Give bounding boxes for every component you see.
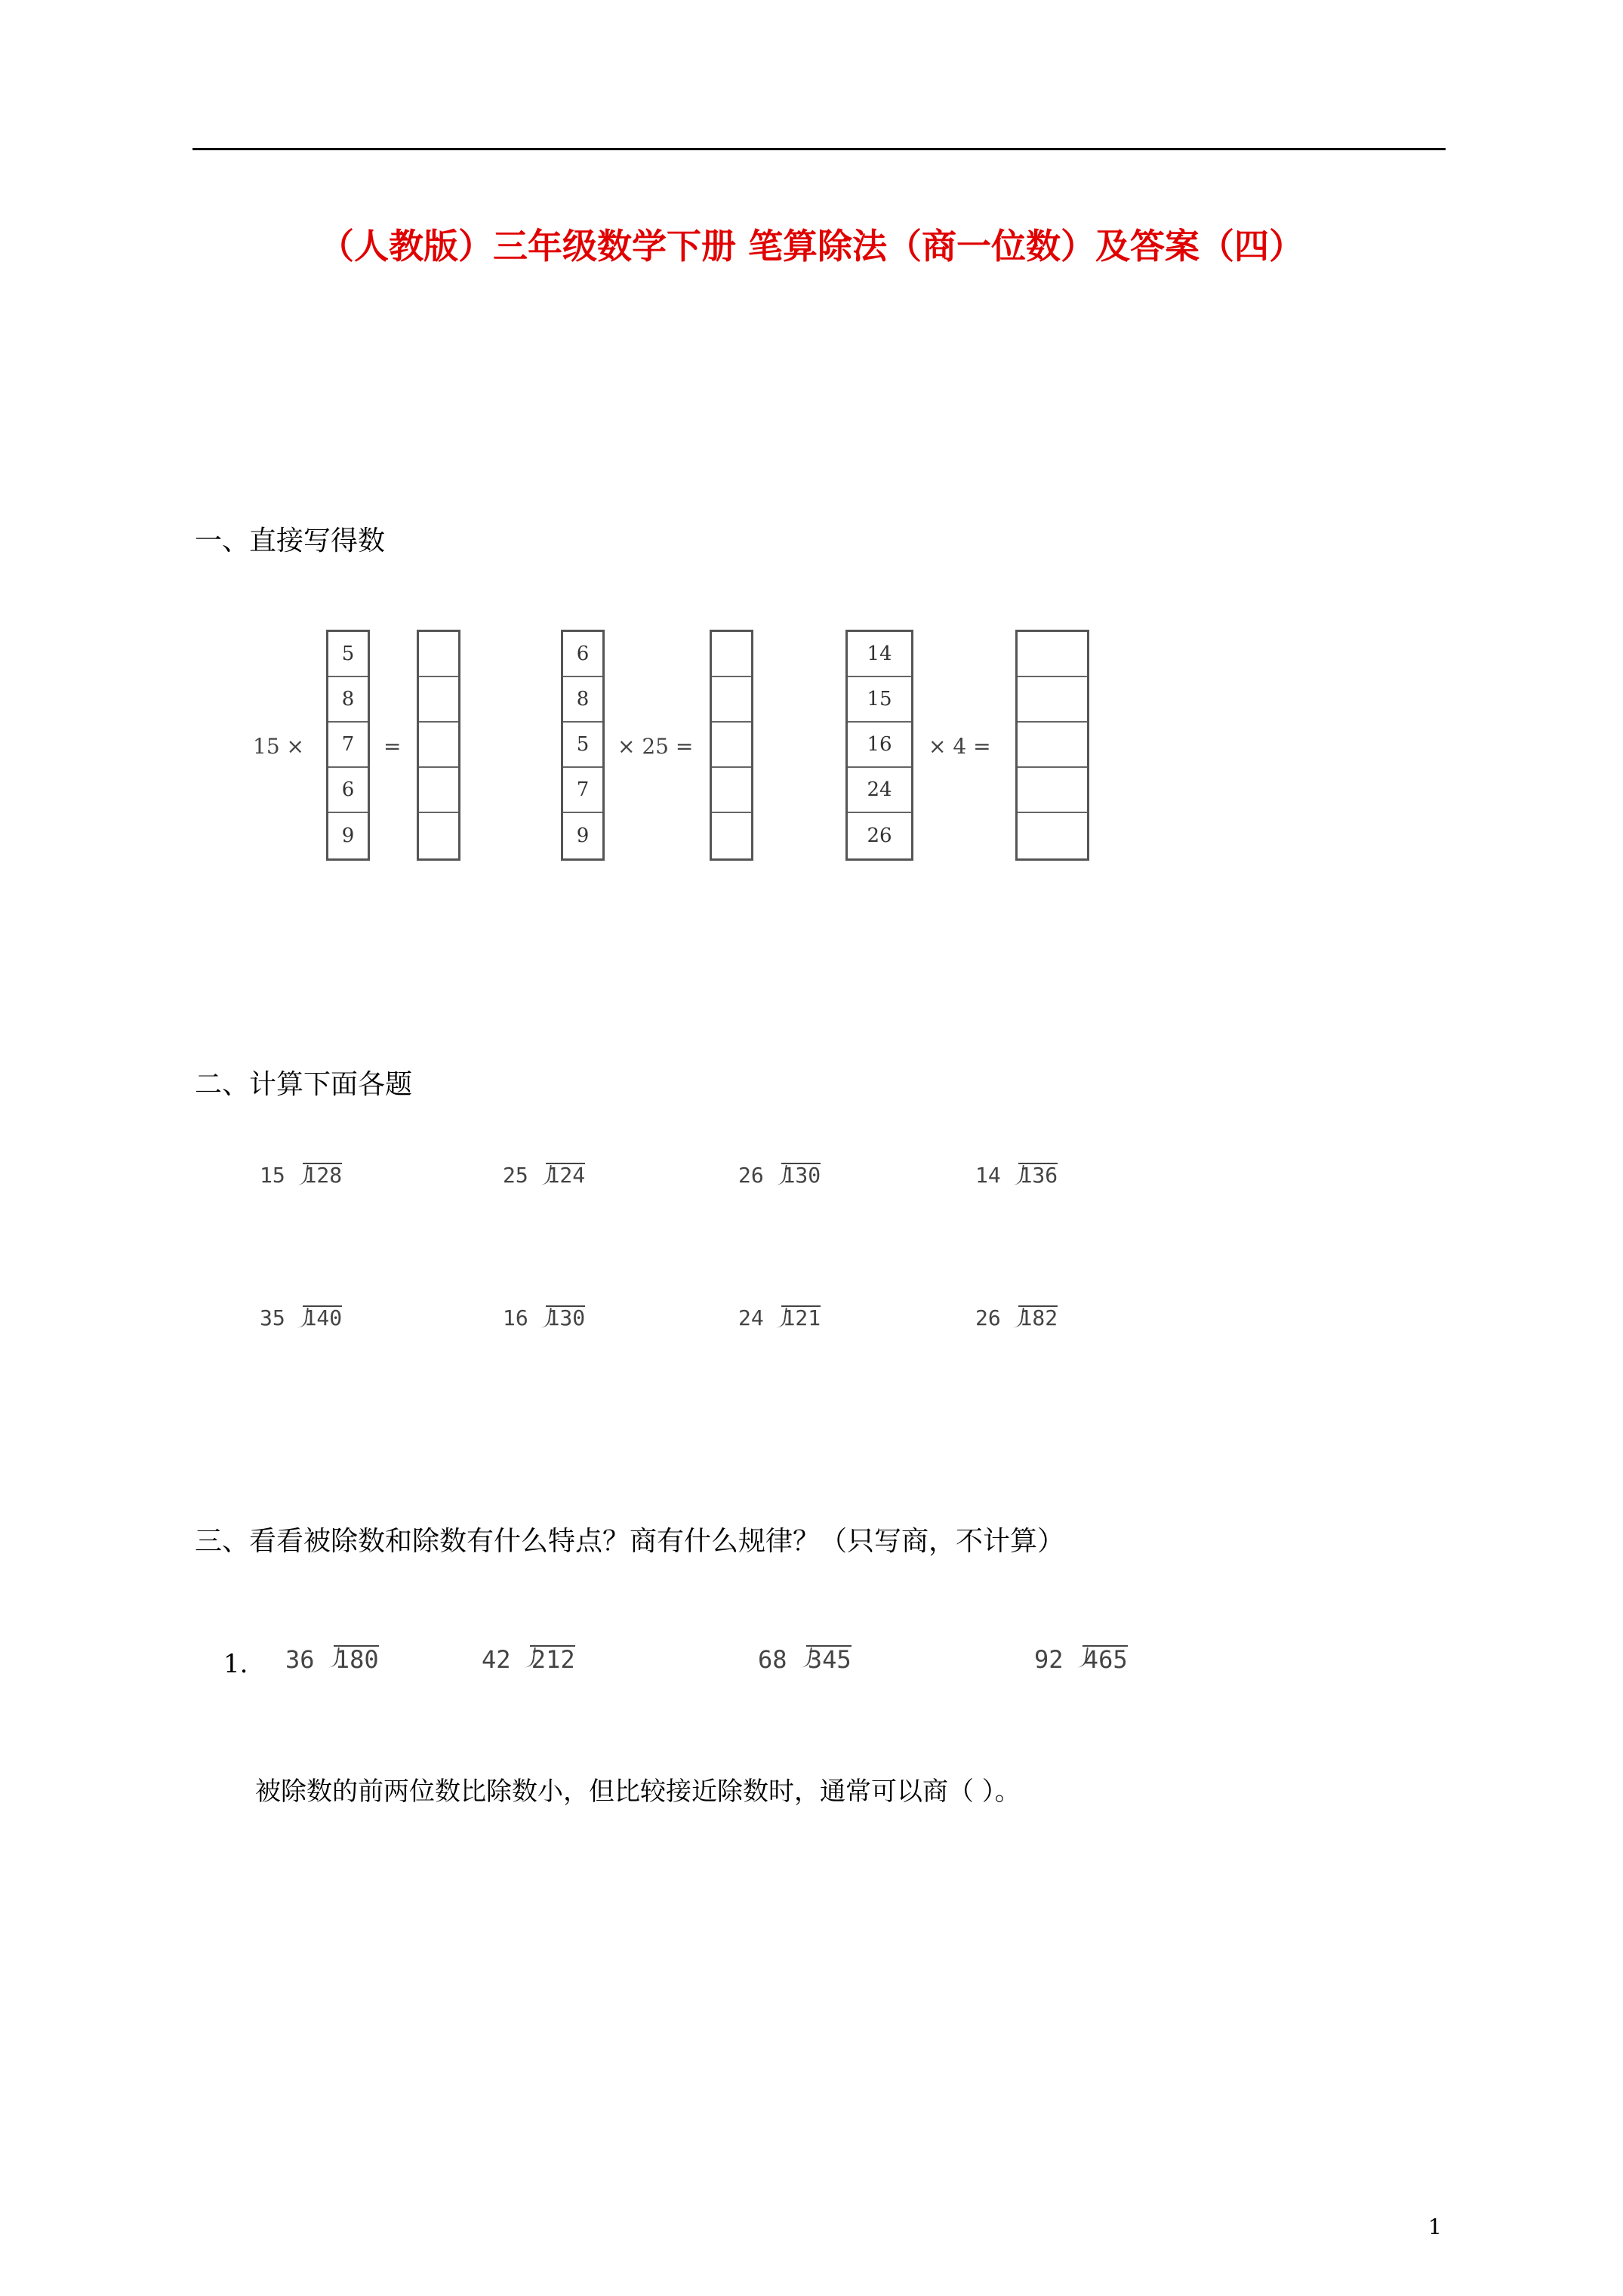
group3-number: 16	[848, 723, 911, 768]
division-problem	[260, 1305, 342, 1330]
answer-box[interactable]	[419, 632, 458, 677]
division-problem	[1034, 1645, 1128, 1674]
group2-number: 7	[563, 768, 602, 813]
group1-number-column	[326, 630, 370, 861]
page-title: （人教版）三年级数学下册 笔算除法（商一位数）及答案（四）	[319, 226, 1304, 267]
dividend: 182	[1014, 1305, 1058, 1330]
group3-number: 26	[867, 824, 892, 847]
divisor: 15	[260, 1163, 285, 1188]
answer-box[interactable]	[419, 813, 458, 858]
divisor: 68	[758, 1645, 787, 1674]
division-problem	[975, 1305, 1058, 1330]
dividend: 128	[298, 1163, 343, 1188]
group1-number: 8	[328, 677, 368, 723]
division-problem	[975, 1163, 1058, 1188]
divisor: 24	[738, 1305, 764, 1330]
divisor: 25	[503, 1163, 528, 1188]
division-problem	[285, 1645, 379, 1674]
group1-number: 9	[341, 824, 355, 847]
dividend: 130	[541, 1305, 586, 1330]
header-rule	[192, 148, 1446, 150]
group2-number: 8	[563, 677, 602, 723]
group3-number: 15	[848, 677, 911, 723]
group3-number-column	[845, 630, 913, 861]
answer-box[interactable]	[419, 768, 458, 813]
group2-number: 6	[563, 632, 602, 677]
group2-number: 9	[576, 824, 590, 847]
answer-box[interactable]	[1018, 632, 1087, 677]
group1-answer-column[interactable]	[417, 630, 460, 861]
division-problem	[503, 1163, 585, 1188]
dividend: 345	[802, 1645, 852, 1674]
group2-number: 5	[563, 723, 602, 768]
group3-number: 14	[848, 632, 911, 677]
answer-box[interactable]	[712, 677, 751, 723]
group2-number-column	[561, 630, 605, 861]
divisor: 26	[738, 1163, 764, 1188]
section3-heading: 三、看看被除数和除数有什么特点？商有什么规律？（只写商，不计算）	[195, 1526, 1065, 1557]
division-problem	[503, 1305, 585, 1330]
division-problem	[482, 1645, 575, 1674]
divisor: 36	[285, 1645, 315, 1674]
group1-number: 5	[328, 632, 368, 677]
group3-number: 24	[848, 768, 911, 813]
group1-number: 6	[328, 768, 368, 813]
answer-box[interactable]	[1018, 768, 1087, 813]
dividend: 124	[541, 1163, 586, 1188]
dividend: 121	[777, 1305, 821, 1330]
answer-box[interactable]	[419, 723, 458, 768]
divisor: 92	[1034, 1645, 1064, 1674]
fill-in-sentence: 被除数的前两位数比除数小，但比较接近除数时，通常可以商（ ）。	[255, 1777, 1021, 1807]
division-problem	[260, 1163, 342, 1188]
group3-answer-column[interactable]	[1015, 630, 1089, 861]
answer-box[interactable]	[712, 723, 751, 768]
section1-heading: 一、直接写得数	[195, 525, 386, 556]
divisor: 42	[482, 1645, 511, 1674]
dividend: 465	[1078, 1645, 1128, 1674]
answer-box[interactable]	[1018, 813, 1087, 858]
divisor: 16	[503, 1305, 528, 1330]
group1-number: 7	[328, 723, 368, 768]
group2-operator: × 25 =	[617, 734, 694, 759]
group1-equals: =	[383, 734, 402, 759]
division-problem	[738, 1163, 821, 1188]
dividend: 136	[1014, 1163, 1058, 1188]
divisor: 14	[975, 1163, 1001, 1188]
section2-heading: 二、计算下面各题	[195, 1069, 413, 1100]
dividend: 140	[298, 1305, 343, 1330]
answer-box[interactable]	[419, 677, 458, 723]
dividend: 212	[525, 1645, 575, 1674]
group3-operator: × 4 =	[929, 734, 991, 759]
division-problem	[738, 1305, 821, 1330]
answer-box[interactable]	[712, 632, 751, 677]
dividend: 180	[329, 1645, 379, 1674]
answer-box[interactable]	[1018, 723, 1087, 768]
answer-box[interactable]	[712, 813, 751, 858]
divisor: 35	[260, 1305, 285, 1330]
dividend: 130	[777, 1163, 821, 1188]
item-number: 1.	[223, 1649, 248, 1679]
group2-answer-column[interactable]	[710, 630, 753, 861]
answer-box[interactable]	[1018, 677, 1087, 723]
group1-prefix: 15 ×	[253, 734, 304, 759]
page-number: 1	[1428, 2214, 1442, 2239]
division-problem	[758, 1645, 852, 1674]
divisor: 26	[975, 1305, 1001, 1330]
answer-box[interactable]	[712, 768, 751, 813]
